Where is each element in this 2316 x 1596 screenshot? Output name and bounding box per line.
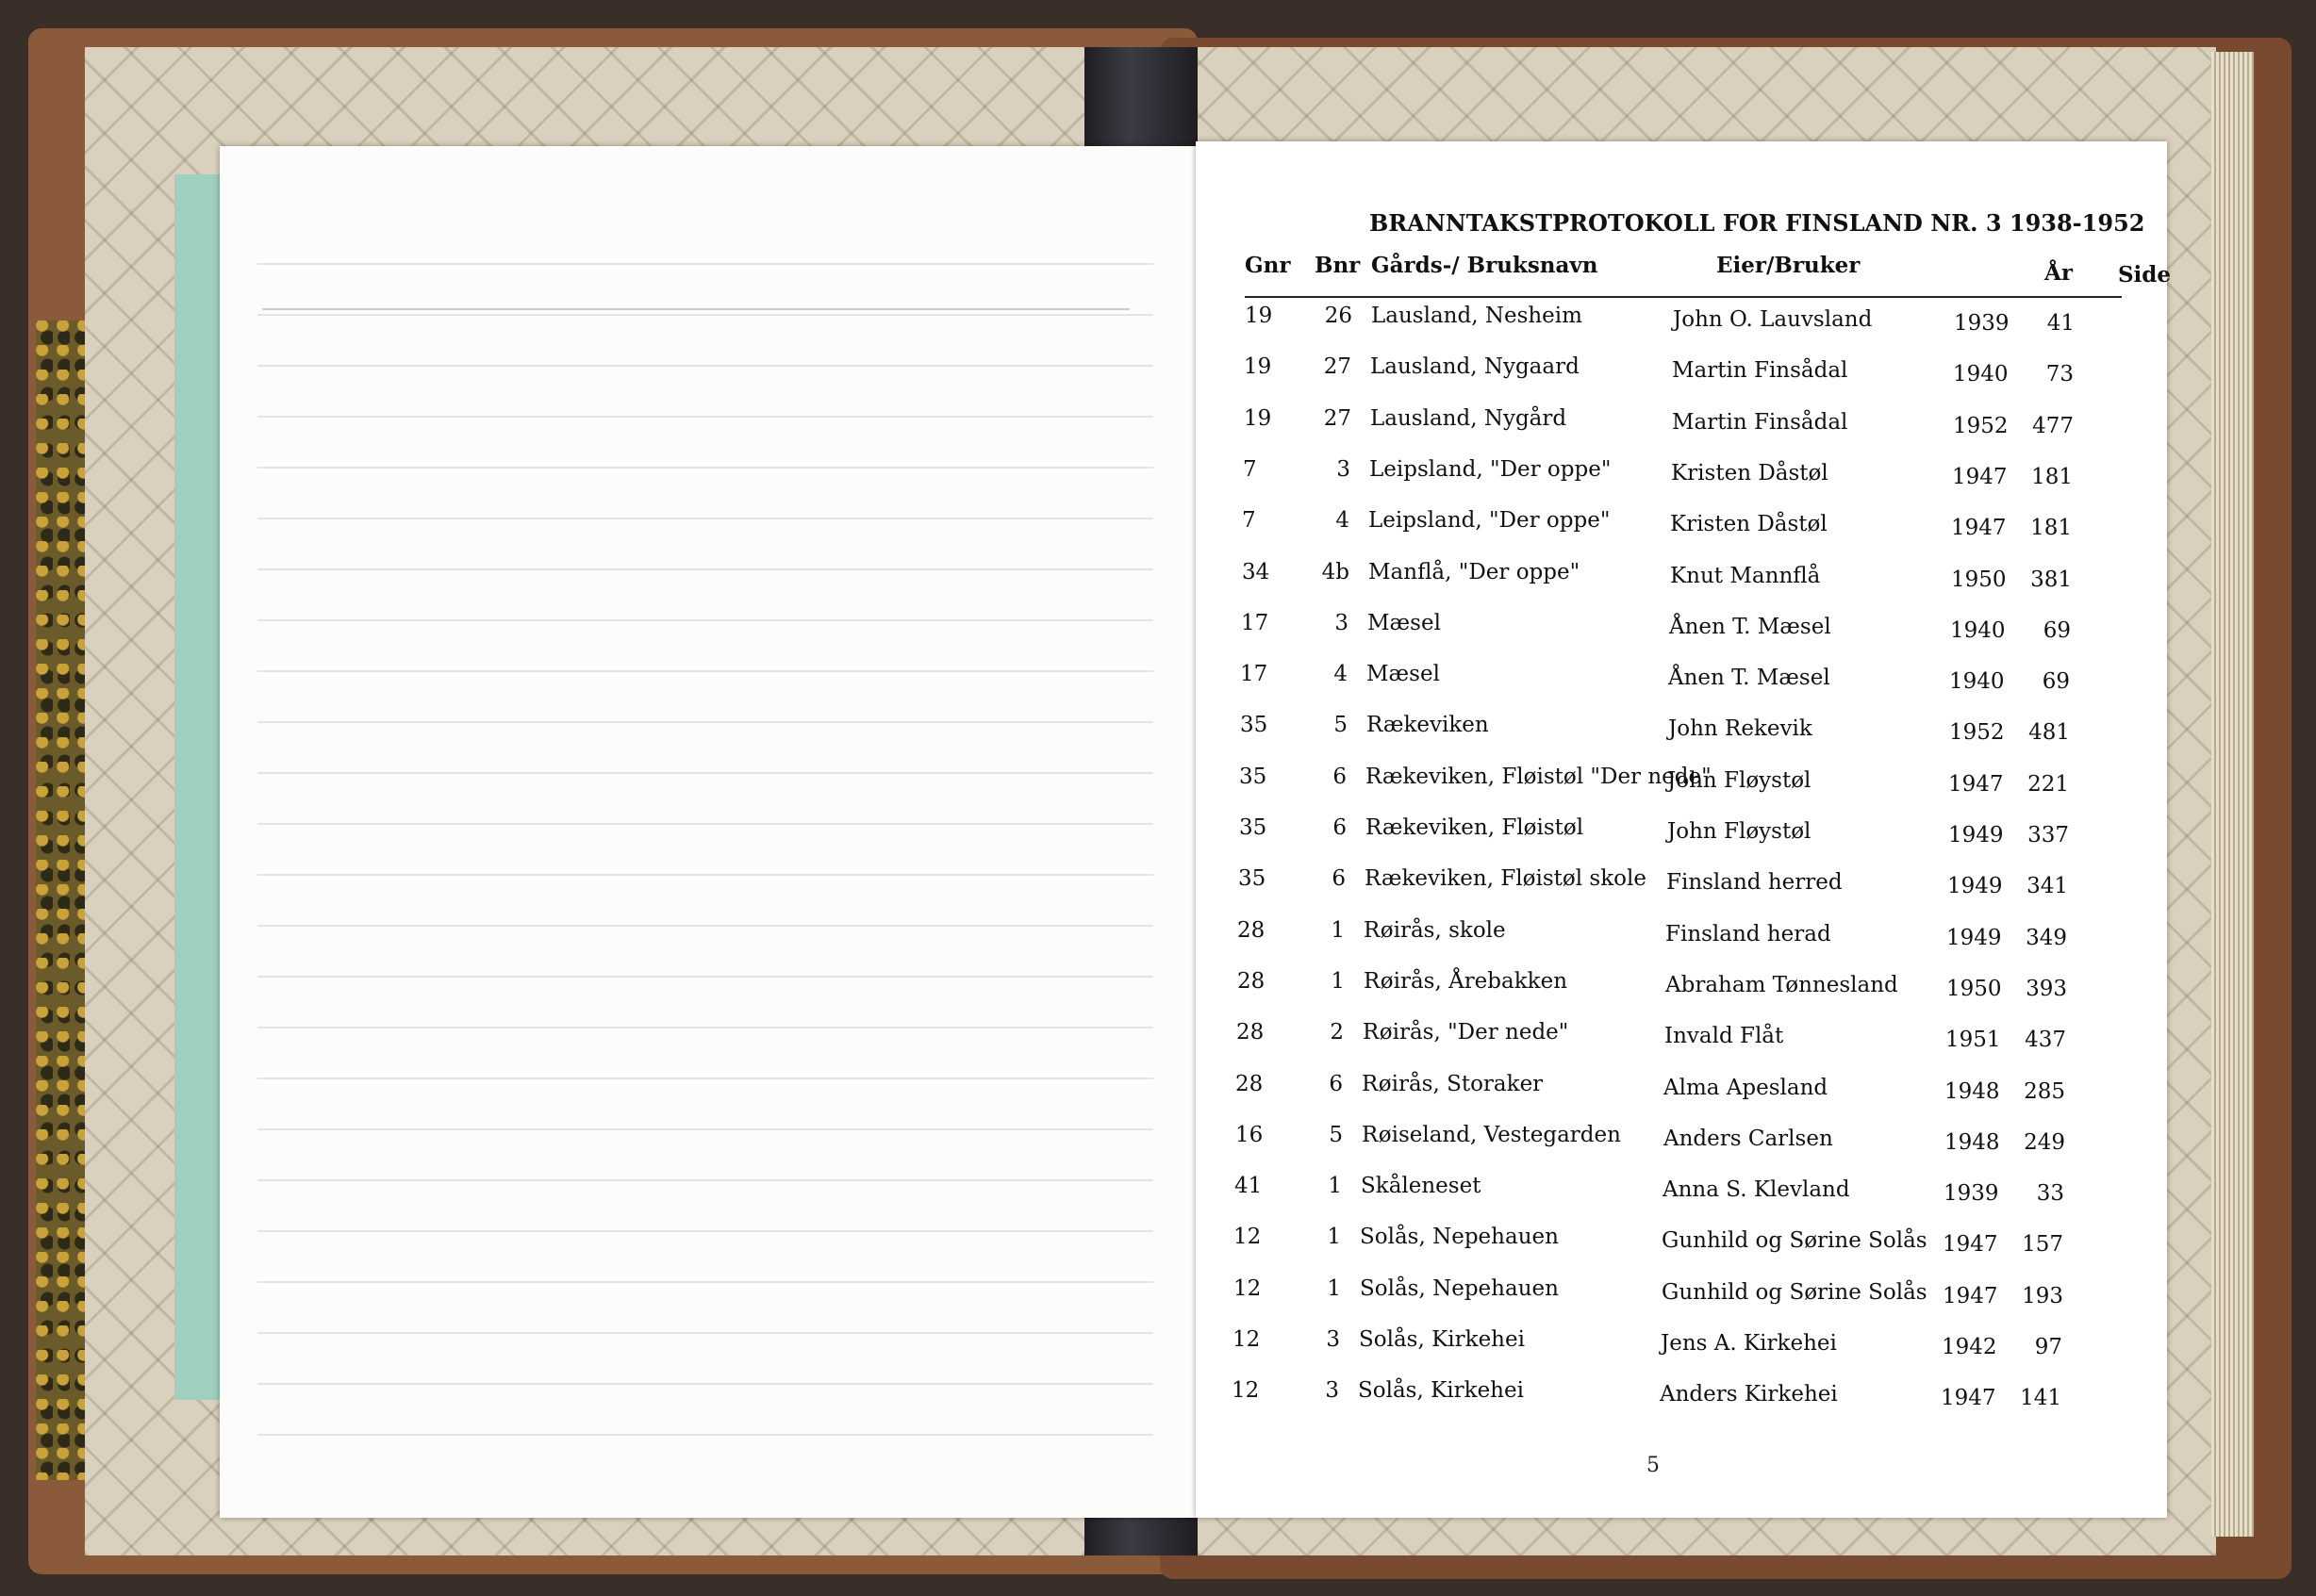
table-row — [1240, 662, 2145, 699]
header-gnr: Gnr — [1245, 253, 1291, 278]
cell-eier: Knut Mannflå — [1670, 564, 1821, 588]
cell-navn: Mæsel — [1366, 662, 1440, 686]
cell-aar: 1947 — [1943, 1232, 1998, 1257]
cell-navn: Rækeviken, Fløistøl skole — [1365, 866, 1646, 891]
cell-gnr: 12 — [1233, 1276, 1262, 1301]
cell-aar: 1948 — [1944, 1079, 2000, 1104]
cell-navn: Røirås, Årebakken — [1364, 969, 1568, 994]
cell-aar: 1942 — [1942, 1335, 1997, 1359]
cell-eier: John O. Lauvsland — [1673, 307, 1873, 332]
table-header — [1245, 253, 2171, 290]
cell-navn: Rækeviken, Fløistøl "Der nede" — [1365, 765, 1712, 789]
header-eier: Eier/Bruker — [1716, 253, 1861, 278]
cell-navn: Mæsel — [1367, 611, 1441, 635]
cell-gnr: 16 — [1235, 1123, 1264, 1147]
cell-bnr: 27 — [1323, 406, 1351, 431]
table-row — [1235, 1072, 2141, 1110]
cell-side: 437 — [2025, 1028, 2066, 1052]
table-row — [1237, 969, 2142, 1007]
cell-side: 249 — [2024, 1130, 2065, 1155]
cell-navn: Solås, Nepehauen — [1360, 1225, 1559, 1249]
cell-navn: Røirås, "Der nede" — [1363, 1020, 1569, 1045]
cell-bnr: 1 — [1327, 1225, 1341, 1249]
table-row — [1240, 713, 2145, 750]
cell-aar: 1949 — [1948, 823, 2004, 847]
cell-eier: John Fløystøl — [1667, 768, 1811, 793]
cell-bnr: 1 — [1331, 969, 1345, 994]
header-aar: År — [2044, 260, 2073, 286]
cell-navn: Lausland, Nesheim — [1371, 304, 1582, 328]
header-navn: Gårds-/ Bruksnavn — [1371, 253, 1598, 278]
cell-bnr: 1 — [1327, 1276, 1341, 1301]
cell-gnr: 17 — [1240, 662, 1268, 686]
cell-bnr: 3 — [1336, 457, 1350, 482]
cell-navn: Rækeviken — [1366, 713, 1489, 737]
cell-bnr: 3 — [1326, 1327, 1340, 1352]
table-row — [1232, 1327, 2138, 1365]
cell-aar: 1940 — [1953, 362, 2009, 387]
cell-gnr: 7 — [1243, 457, 1257, 482]
table-row — [1244, 354, 2149, 392]
cell-eier: Ånen T. Mæsel — [1669, 615, 1831, 639]
cell-bnr: 4 — [1335, 508, 1349, 533]
cell-eier: John Fløystøl — [1667, 819, 1811, 844]
cell-aar: 1952 — [1949, 720, 2005, 745]
cell-bnr: 4 — [1333, 662, 1348, 686]
cell-aar: 1940 — [1950, 618, 2006, 643]
cell-eier: Martin Finsådal — [1672, 358, 1848, 383]
cell-eier: Martin Finsådal — [1672, 410, 1848, 435]
table-row — [1243, 457, 2148, 495]
cell-eier: Alma Apesland — [1663, 1076, 1828, 1100]
cell-eier: Anders Kirkehei — [1660, 1382, 1838, 1407]
cell-bnr: 1 — [1328, 1174, 1342, 1198]
cell-aar: 1948 — [1944, 1130, 2000, 1155]
cell-aar: 1940 — [1949, 669, 2005, 694]
header-rule — [1245, 296, 2122, 298]
cell-side: 181 — [2031, 465, 2073, 489]
table-row — [1238, 866, 2143, 904]
cell-eier: Kristen Dåstøl — [1670, 512, 1828, 536]
cell-gnr: 19 — [1244, 354, 1272, 379]
cell-aar: 1950 — [1951, 568, 2007, 592]
cell-gnr: 19 — [1245, 304, 1273, 328]
cell-eier: Anders Carlsen — [1663, 1127, 1833, 1151]
left-page — [220, 146, 1196, 1518]
table-row — [1242, 560, 2147, 598]
cell-navn: Manflå, "Der oppe" — [1368, 560, 1580, 584]
cell-aar: 1949 — [1946, 926, 2002, 950]
cell-side: 341 — [2026, 874, 2068, 898]
table-row — [1235, 1123, 2141, 1160]
cell-aar: 1947 — [1941, 1386, 1996, 1410]
cell-eier: Jens A. Kirkehei — [1661, 1331, 1837, 1356]
cell-side: 221 — [2027, 772, 2069, 797]
cell-navn: Lausland, Nygaard — [1370, 354, 1580, 379]
cell-navn: Solås, Kirkehei — [1358, 1378, 1524, 1403]
cell-navn: Rækeviken, Fløistøl — [1365, 815, 1584, 840]
cell-gnr: 35 — [1238, 866, 1266, 891]
cell-navn: Røirås, Storaker — [1362, 1072, 1544, 1096]
cell-eier: John Rekevik — [1668, 716, 1812, 741]
cell-bnr: 6 — [1332, 866, 1346, 891]
table-row — [1234, 1174, 2140, 1211]
cell-eier: Anna S. Klevland — [1663, 1177, 1850, 1202]
document-title: BRANNTAKSTPROTOKOLL FOR FINSLAND NR. 3 1938-1952 — [1369, 209, 2145, 237]
cell-bnr: 27 — [1323, 354, 1351, 379]
cell-eier: Ånen T. Mæsel — [1668, 666, 1830, 690]
cell-navn: Solås, Kirkehei — [1359, 1327, 1525, 1352]
cell-side: 349 — [2026, 926, 2067, 950]
cell-side: 477 — [2032, 414, 2074, 438]
cell-side: 141 — [2020, 1386, 2061, 1410]
table-row — [1239, 815, 2144, 853]
cell-gnr: 35 — [1239, 815, 1267, 840]
cell-aar: 1952 — [1953, 414, 2009, 438]
cell-gnr: 35 — [1239, 765, 1267, 789]
table-row — [1244, 406, 2149, 444]
cell-side: 41 — [2046, 311, 2075, 336]
cell-bnr: 2 — [1330, 1020, 1344, 1045]
cell-gnr: 41 — [1234, 1174, 1263, 1198]
cell-bnr: 5 — [1333, 713, 1348, 737]
cell-bnr: 5 — [1329, 1123, 1343, 1147]
cell-navn: Lausland, Nygård — [1370, 406, 1567, 431]
cell-navn: Røirås, skole — [1364, 918, 1506, 943]
cell-side: 69 — [2043, 618, 2071, 643]
cell-bnr: 6 — [1332, 765, 1347, 789]
cell-aar: 1947 — [1943, 1284, 1998, 1308]
cell-gnr: 28 — [1237, 918, 1266, 943]
cell-side: 337 — [2027, 823, 2069, 847]
cell-aar: 1939 — [1944, 1181, 1999, 1206]
cell-side: 393 — [2026, 977, 2067, 1001]
bleed-through-text — [257, 222, 1153, 1447]
cell-gnr: 35 — [1240, 713, 1268, 737]
cell-gnr: 12 — [1232, 1378, 1260, 1403]
cell-eier: Finsland herred — [1666, 870, 1843, 895]
cell-eier: Invald Flåt — [1664, 1024, 1784, 1048]
cell-side: 157 — [2022, 1232, 2063, 1257]
cell-eier: Gunhild og Sørine Solås — [1662, 1280, 1927, 1305]
cell-gnr: 7 — [1242, 508, 1256, 533]
cell-navn: Skåleneset — [1361, 1174, 1481, 1198]
cell-aar: 1950 — [1946, 977, 2002, 1001]
marbled-edge-left — [36, 321, 92, 1480]
cell-bnr: 26 — [1324, 304, 1352, 328]
cell-aar: 1947 — [1951, 516, 2007, 540]
cell-aar: 1949 — [1947, 874, 2003, 898]
cell-side: 181 — [2030, 516, 2072, 540]
cell-side: 69 — [2042, 669, 2070, 694]
cell-eier: Abraham Tønnesland — [1665, 973, 1898, 997]
header-bnr: Bnr — [1315, 253, 1361, 278]
cell-side: 97 — [2034, 1335, 2062, 1359]
cell-gnr: 17 — [1241, 611, 1269, 635]
cell-gnr: 28 — [1235, 1072, 1264, 1096]
cell-bnr: 3 — [1325, 1378, 1339, 1403]
cell-aar: 1951 — [1945, 1028, 2001, 1052]
cell-side: 193 — [2022, 1284, 2063, 1308]
cell-aar: 1947 — [1952, 465, 2008, 489]
table-row — [1232, 1378, 2137, 1416]
table-row — [1236, 1020, 2142, 1058]
table-row — [1242, 508, 2147, 546]
right-page — [1196, 141, 2171, 1518]
table-row — [1237, 918, 2142, 956]
cell-side: 73 — [2045, 362, 2074, 387]
cell-bnr: 1 — [1331, 918, 1345, 943]
table-row — [1233, 1276, 2139, 1314]
cell-gnr: 34 — [1242, 560, 1270, 584]
cell-side: 481 — [2028, 720, 2070, 745]
cell-bnr: 6 — [1332, 815, 1347, 840]
cell-navn: Røiseland, Vestegarden — [1362, 1123, 1621, 1147]
table-row — [1241, 611, 2146, 649]
cell-eier: Gunhild og Sørine Solås — [1662, 1228, 1927, 1253]
page-edges — [2211, 52, 2254, 1537]
table-row — [1233, 1225, 2139, 1262]
page-number: 5 — [1646, 1454, 1660, 1477]
cell-gnr: 28 — [1237, 969, 1266, 994]
cell-gnr: 12 — [1232, 1327, 1261, 1352]
cell-side: 285 — [2024, 1079, 2065, 1104]
cell-side: 381 — [2030, 568, 2072, 592]
table-row — [1245, 304, 2150, 341]
cell-gnr: 19 — [1244, 406, 1272, 431]
cell-aar: 1939 — [1954, 311, 2010, 336]
cell-gnr: 28 — [1236, 1020, 1265, 1045]
cell-bnr: 4b — [1321, 560, 1349, 584]
cell-navn: Solås, Nepehauen — [1360, 1276, 1559, 1301]
cell-gnr: 12 — [1233, 1225, 1262, 1249]
cell-navn: Leipsland, "Der oppe" — [1369, 457, 1612, 482]
cell-bnr: 3 — [1334, 611, 1348, 635]
cell-side: 33 — [2036, 1181, 2064, 1206]
cell-eier: Kristen Dåstøl — [1671, 461, 1828, 485]
cell-aar: 1947 — [1948, 772, 2004, 797]
cell-eier: Finsland herad — [1665, 922, 1831, 946]
header-side: Side — [2117, 262, 2171, 288]
cell-navn: Leipsland, "Der oppe" — [1368, 508, 1611, 533]
table-row — [1239, 765, 2144, 802]
cell-bnr: 6 — [1329, 1072, 1343, 1096]
